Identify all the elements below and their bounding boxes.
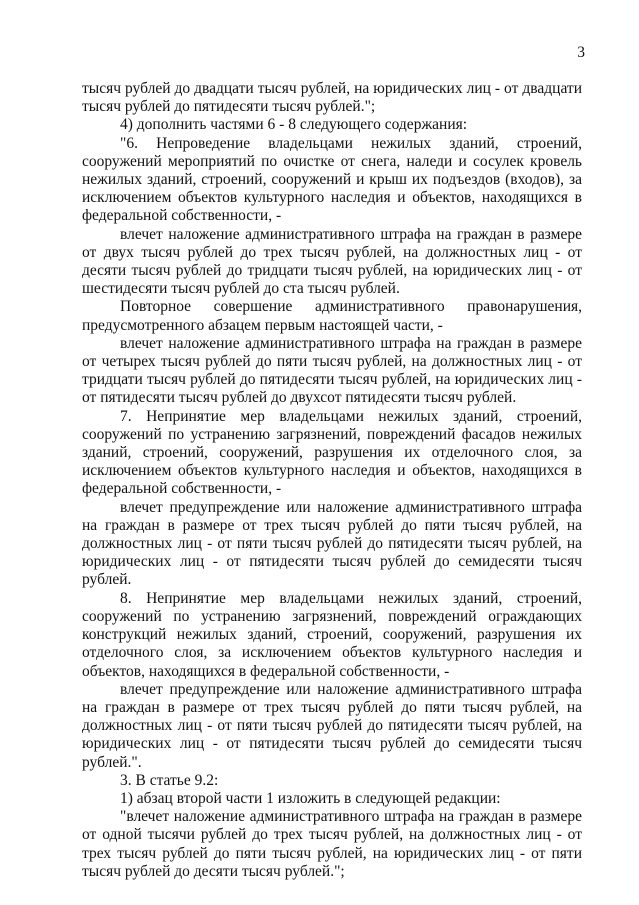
paragraph-4: влечет наложение административного штрафа на граждан в размере от двух тысяч рублей до трех тысяч рублей, на должностных лиц - от десяти тысяч рублей до тридцати тысяч рублей, на юридических лиц - от шестидесяти тысяч рублей до ста тысяч рублей. — [82, 225, 582, 298]
paragraph-8: влечет предупреждение или наложение административного штрафа на граждан в размере от трех тысяч рублей до пяти тысяч рублей, на должностных лиц - от пяти тысяч рублей до пятидесяти тысяч рублей, на юридических лиц - от пятидесяти тысяч рублей до семидесяти тысяч рублей. — [82, 498, 582, 589]
paragraph-5: Повторное совершение административного правонарушения, предусмотренного абзацем первым настоящей части, - — [82, 298, 582, 334]
paragraph-9: 8. Непринятие мер владельцами нежилых зданий, строений, сооружений по устранению загрязнений, повреждений ограждающих конструкций нежилых зданий, строений, сооружений, разрушения их отделочного слоя, за исключением объектов культурного наследия и объектов, находящихся в федеральной собственности, - — [82, 589, 582, 680]
paragraph-2: 4) дополнить частями 6 - 8 следующего содержания: — [120, 116, 468, 134]
paragraph-3: "6. Непроведение владельцами нежилых зданий, строений, сооружений мероприятий по очистке от снега, наледи и сосулек кровель нежилых зданий, строений, сооружений и крыш их подъездов (входов), за исключением объектов культурного наследия и объектов, находящихся в федеральной собственности, - — [82, 134, 582, 225]
paragraph-11: 3. В статье 9.2: — [120, 771, 219, 789]
paragraph-13: "влечет наложение административного штрафа на граждан в размере от одной тысячи рублей до трех тысяч рублей, на должностных лиц - от трех тысяч рублей до пяти тысяч рублей, на юридических лиц - от пяти тысяч рублей до десяти тысяч рублей."; — [82, 808, 582, 880]
paragraph-7: 7. Непринятие мер владельцами нежилых зданий, строений, сооружений по устранению загрязнений, повреждений фасадов нежилых зданий, строений, сооружений, разрушения их отделочного слоя, за исключением объектов культурного наследия и объектов, находящихся в федеральной собственности, - — [82, 407, 582, 498]
document-body — [82, 80, 582, 881]
paragraph-12: 1) абзац второй части 1 изложить в следующей редакции: — [120, 789, 501, 807]
page-number: 3 — [577, 44, 585, 61]
paragraph-10: влечет предупреждение или наложение административного штрафа на граждан в размере от трех тысяч рублей до пяти тысяч рублей, на должностных лиц - от пяти тысяч рублей до пятидесяти тысяч рублей, на юридических лиц - от пятидесяти тысяч рублей до семидесяти тысяч рублей.". — [82, 680, 582, 771]
paragraph-6: влечет наложение административного штрафа на граждан в размере от четырех тысяч рублей до пяти тысяч рублей, на должностных лиц - от тридцати тысяч рублей до пятидесяти тысяч рублей, на юридических лиц - от пятидесяти тысяч рублей до двухсот пятидесяти тысяч рублей. — [82, 334, 582, 407]
paragraph-1: тысяч рублей до двадцати тысяч рублей, на юридических лиц - от двадцати тысяч рублей до пятидесяти тысяч рублей."; — [82, 80, 582, 116]
